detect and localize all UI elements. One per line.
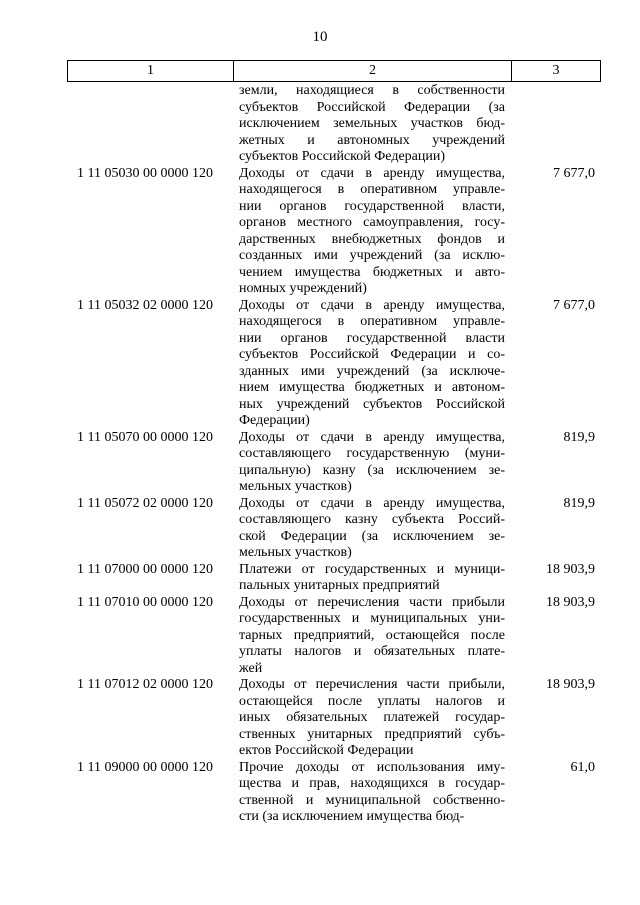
- description-line: составляющего казну субъекта Россий-: [239, 512, 505, 527]
- row-value: 61,0: [570, 759, 595, 775]
- row-description: [239, 595, 505, 678]
- description-line: ственной и муниципальной собственно-: [239, 792, 505, 808]
- description-line: органов местного самоуправления, госу-: [239, 215, 505, 230]
- description-line: остающейся после уплаты налогов и: [239, 693, 505, 709]
- row-code: 1 11 05070 00 0000 120: [77, 429, 213, 445]
- table-row: [67, 760, 601, 826]
- description-line: субъектов Российской Федерации и со-: [239, 347, 505, 362]
- table-row: [67, 496, 601, 562]
- row-description: [239, 677, 505, 760]
- row-code: 1 11 05030 00 0000 120: [77, 165, 213, 181]
- description-line: уплаты налогов и обязательных плате-: [239, 644, 505, 659]
- header-col-1: 1: [68, 61, 234, 81]
- table-body: [67, 83, 601, 826]
- description-line: субъектов Российской Федерации (за: [239, 99, 505, 115]
- page-number: 10: [312, 29, 328, 45]
- row-value: [505, 83, 601, 166]
- description-line: Доходы от перечисления части прибыли,: [239, 677, 505, 692]
- row-description: [239, 562, 505, 595]
- description-line: ственных унитарных предприятий субъ-: [239, 726, 505, 742]
- description-line: ектов Российской Федерации: [239, 743, 414, 758]
- row-value: 819,9: [563, 495, 595, 511]
- description-line: иных обязательных платежей государ-: [239, 710, 505, 725]
- description-line: государственных и муниципальных уни-: [239, 611, 505, 626]
- table-row: [67, 595, 601, 678]
- description-line: ской Федерации (за исключением зе-: [239, 528, 505, 544]
- continuation-row: [67, 83, 601, 166]
- row-value: 7 677,0: [553, 165, 595, 181]
- description-line: Доходы от сдачи в аренду имущества,: [239, 165, 505, 181]
- row-code: 1 11 07010 00 0000 120: [77, 594, 213, 610]
- description-line: ципальную) казну (за исключением зе-: [239, 462, 505, 478]
- description-line: жей: [239, 660, 263, 676]
- description-line: Платежи от государственных и муници-: [239, 561, 505, 577]
- description-line: Доходы от сдачи в аренду имущества,: [239, 495, 505, 511]
- row-description: [239, 760, 505, 826]
- description-line: Прочие доходы от использования иму-: [239, 759, 505, 775]
- description-line: пальных унитарных предприятий: [239, 578, 440, 593]
- description-line: нии органов государственной власти: [239, 330, 505, 346]
- row-code: 1 11 05032 02 0000 120: [77, 297, 213, 313]
- description-line: составляющего государственную (муни-: [239, 446, 505, 461]
- table-row: [67, 430, 601, 496]
- row-value: 819,9: [563, 429, 595, 445]
- description-line: Доходы от сдачи в аренду имущества,: [239, 429, 505, 445]
- table-row: [67, 562, 601, 595]
- description-line: нием имущества бюджетных и автоном-: [239, 380, 505, 395]
- description-line: ных учреждений субъектов Российской: [239, 396, 505, 412]
- row-description: [239, 298, 505, 430]
- description-line: зданных ими учреждений (за исключе-: [239, 363, 505, 379]
- description-line: созданных ими учреждений (за исклю-: [239, 248, 505, 263]
- description-line: Доходы от перечисления части прибыли: [239, 594, 505, 610]
- description-line: находящегося в оперативном управле-: [239, 182, 505, 197]
- description-line: чением имущества бюджетных и авто-: [239, 264, 505, 280]
- description-line: исключением земельных участков бюд-: [239, 116, 505, 131]
- table-row: [67, 166, 601, 298]
- description-line: субъектов Российской Федерации): [239, 149, 446, 164]
- description-line: находящегося в оперативном управле-: [239, 314, 505, 329]
- row-description: [239, 166, 505, 298]
- row-code: 1 11 05072 02 0000 120: [77, 495, 213, 511]
- row-description: [239, 430, 505, 496]
- table-header: [67, 60, 601, 82]
- row-code: 1 11 09000 00 0000 120: [77, 759, 213, 775]
- row-code: 1 11 07000 00 0000 120: [77, 561, 213, 577]
- description-line: мельных участков): [239, 479, 352, 494]
- row-value: 18 903,9: [546, 594, 595, 610]
- description-line: номных учреждений): [239, 281, 367, 296]
- row-value: 18 903,9: [546, 561, 595, 577]
- table-row: [67, 298, 601, 430]
- description-line: земли, находящиеся в собственности: [239, 83, 505, 98]
- description-line: Доходы от сдачи в аренду имущества,: [239, 297, 505, 313]
- row-description: [239, 83, 505, 166]
- description-line: Федерации): [239, 413, 310, 428]
- description-line: тарных предприятий, остающейся после: [239, 627, 505, 643]
- description-line: жетных и автономных учреждений: [239, 132, 505, 148]
- row-description: [239, 496, 505, 562]
- description-line: мельных участков): [239, 545, 352, 560]
- header-col-3: 3: [552, 63, 560, 78]
- row-code: 1 11 07012 02 0000 120: [77, 677, 213, 692]
- description-line: нии органов государственной власти,: [239, 198, 505, 214]
- table-row: [67, 677, 601, 760]
- row-value: 7 677,0: [553, 297, 595, 313]
- description-line: сти (за исключением имущества бюд-: [239, 809, 465, 824]
- header-col-2: 2: [234, 61, 512, 81]
- row-code: [67, 83, 239, 166]
- row-value: 18 903,9: [546, 677, 595, 692]
- description-line: дарственных внебюджетных фондов и: [239, 231, 505, 247]
- description-line: щества и прав, находящихся в государ-: [239, 776, 505, 791]
